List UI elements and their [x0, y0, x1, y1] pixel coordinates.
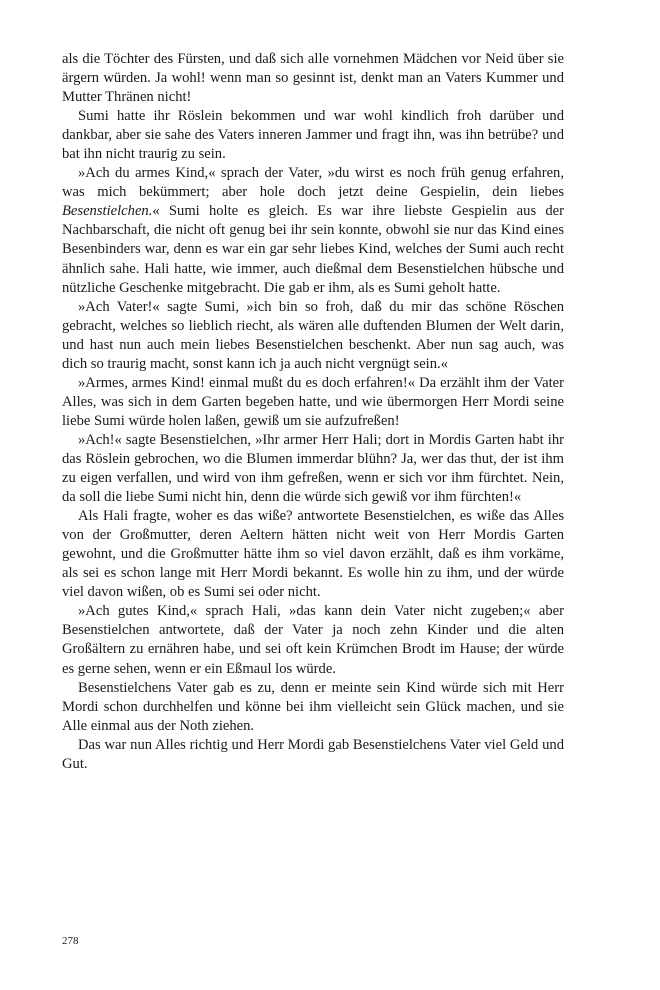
emphasized-name: Besenstielchen. [62, 203, 153, 220]
paragraph-2: Sumi hatte ihr Röslein bekommen und war wohl kindlich froh darüber und dankbar, aber sie sahe des Vaters inneren Jammer und fragt ihn, was ihn betrübe? und bat ihn nicht traurig zu sein. [62, 108, 564, 163]
paragraph-4: »Ach Vater!« sagte Sumi, »ich bin so froh, daß du mir das schöne Röschen gebracht, welches so lieblich riecht, als wären alle duftenden Blumen der Welt darin, und hast nun auch mein liebes Besenstielchen beschenkt. Aber nun sag auch, was dich so traurig macht, sonst kann ich ja auch nicht vergnügt sein.« [62, 298, 564, 372]
paragraph-8: »Ach gutes Kind,« sprach Hali, »das kann dein Vater nicht zugeben;« aber Besenstielchen antwortete, daß der Vater ja noch zehn Kinder und die alten Großältern zu ernähren habe, und sei oft kein Krümchen Brodt im Hause; der würde es gerne sehen, wenn er ein Eßmaul los würde. [62, 603, 564, 677]
paragraph-10: Das war nun Alles richtig und Herr Mordi gab Besenstielchens Vater viel Geld und Gut. [62, 736, 564, 772]
paragraph-3-start: »Ach du armes Kind,« sprach der Vater, »du wirst es noch früh genug erfahren, was mich bekümmert; aber hole doch jetzt deine Gespielin, dein liebes [62, 165, 564, 201]
paragraph-1: als die Töchter des Fürsten, und daß sich alle vornehmen Mädchen vor Neid über sie ärgern würden. Ja wohl! wenn man so gesinnt ist, denkt man an Vaters Kummer und Mutter Thränen nicht! [62, 51, 564, 106]
paragraph-3 [62, 164, 564, 297]
paragraph-5: »Armes, armes Kind! einmal mußt du es doch erfahren!« Da erzählt ihm der Vater Alles, was sich in dem Garten begeben hatte, und wie übermorgen Herr Mordi seine liebe Sumi würde holen laßen, gewiß um sie aufzufreßen! [62, 374, 564, 429]
body-text [62, 50, 564, 774]
paragraph-7: Als Hali fragte, woher es das wiße? antwortete Besenstielchen, es wiße das Alles von der Großmutter, deren Aeltern hätten nicht weit von Herr Mordis Garten gewohnt, und die Großmutter hätte ihm so viel davon erzählt, daß es ihm vorkäme, als sei es schon lange mit Herr Mordi bekannt. Es wolle hin zu ihm, und der würde viel davon wißen, ob es Sumi sei oder nicht. [62, 508, 564, 601]
page-number: 278 [62, 935, 79, 947]
paragraph-6: »Ach!« sagte Besenstielchen, »Ihr armer Herr Hali; dort in Mordis Garten habt ihr das Röslein gebrochen, wo die Blumen immerdar blühn? Ja, wer das thut, der ist ihm zu eigen verfallen, und wird von ihm gefreßen, wenn er sich vor ihm fürchtet. Nein, da soll die liebe Sumi nicht hin, denn die würde sich gewiß vor ihm fürchten!« [62, 431, 564, 506]
paragraph-3-end: « Sumi holte es gleich. Es war ihre liebste Gespielin aus der Nachbarschaft, die nicht oft genug bei ihr sein konnte, obwohl sie nur das Kind eines Besenbinders war, denn es war ein gar sehr liebes Kind, welches der Sumi auch recht ähnlich sahe. Hali hatte, wie immer, auch dießmal dem Besenstielchen hübsche und nützliche Geschenke mitgebracht. Die gab er ihm, als es Sumi geholt hatte. [62, 203, 564, 296]
paragraph-9: Besenstielchens Vater gab es zu, denn er meinte sein Kind würde sich mit Herr Mordi schon durchhelfen und könne bei ihm vielleicht sein Glück machen, und sie Alle einmal aus der Noth ziehen. [62, 679, 564, 734]
